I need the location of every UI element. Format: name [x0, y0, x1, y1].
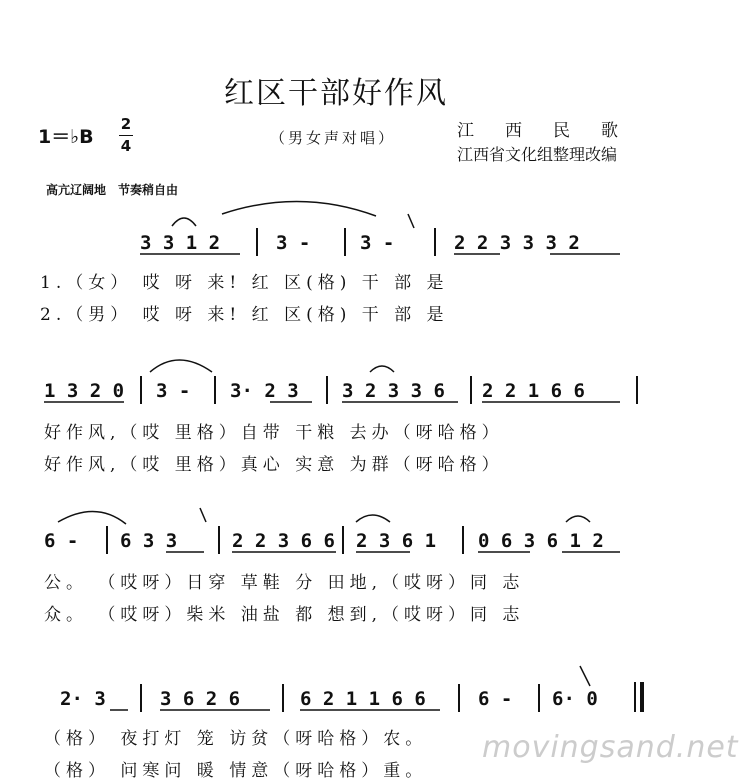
slur [356, 515, 390, 522]
breath-mark [200, 508, 206, 522]
measure: 0 6 3 6 1 2 [478, 530, 604, 552]
page-title: 红区干部好作风 [224, 76, 448, 111]
lyric-line: （格） 问寒问 暖 情意（呀哈格）重。 [44, 761, 428, 781]
measure: 6 3 3 [120, 530, 178, 552]
source-genre: 江西民歌 [457, 121, 649, 141]
measure: 1 3 2 0 [44, 380, 125, 402]
measure: 2 2 1 6 6 [482, 380, 585, 402]
lyric-line: 2.（男） 哎 呀 来! 红 区(格) 干 部 是 [40, 305, 449, 325]
measure: 3· 2 3 [230, 380, 299, 402]
slur [566, 516, 590, 522]
watermark: movingsand.net [482, 730, 739, 765]
key-signature: 1＝♭B [38, 126, 94, 148]
tempo-marking: 高亢辽阔地 节奏稍自由 [46, 183, 179, 197]
slur [370, 366, 394, 372]
lyric-line: 众。 （哎呀）柴米 油盐 都 想到,（哎呀）同 志 [44, 605, 525, 625]
lyric-line: 1.（女） 哎 呀 来! 红 区(格) 干 部 是 [40, 273, 449, 293]
source-arranger: 江西省文化组整理改编 [457, 145, 618, 164]
lyric-line: 公。 （哎呀）日穿 草鞋 分 田地,（哎呀）同 志 [44, 573, 525, 593]
measure: 2· 3 [60, 688, 106, 710]
slur [222, 201, 376, 216]
measure: 3 3 1 2 [140, 232, 221, 254]
voice-note: （男女声对唱） [270, 129, 397, 147]
measure: 6 2 1 1 6 6 [300, 688, 426, 710]
measure: 6 - [478, 688, 513, 710]
measure: 2 2 3 6 6 [232, 530, 335, 552]
meter-top: 2 [120, 115, 132, 133]
measure: 3 - [276, 232, 311, 254]
lyric-line: 好作风,（哎 里格）自带 干粮 去办（呀哈格） [44, 423, 504, 443]
measure: 3 - [156, 380, 191, 402]
measure: 3 - [360, 232, 395, 254]
measure: 6 - [44, 530, 79, 552]
measure: 6· 0 [552, 688, 598, 710]
measure: 2 3 6 1 [356, 530, 437, 552]
slur [172, 218, 196, 226]
lyric-line: （格） 夜打灯 笼 访贫（呀哈格）农。 [44, 729, 428, 749]
slur [58, 511, 126, 524]
breath-mark [408, 214, 414, 228]
breath-mark [580, 666, 590, 686]
lyric-line: 好作风,（哎 里格）真心 实意 为群（呀哈格） [44, 455, 504, 475]
measure: 3 6 2 6 [160, 688, 241, 710]
slur [150, 360, 212, 372]
measure: 2 2 3 3 3 2 [454, 232, 580, 254]
measure: 3 2 3 3 6 [342, 380, 445, 402]
meter-bottom: 4 [120, 137, 132, 155]
